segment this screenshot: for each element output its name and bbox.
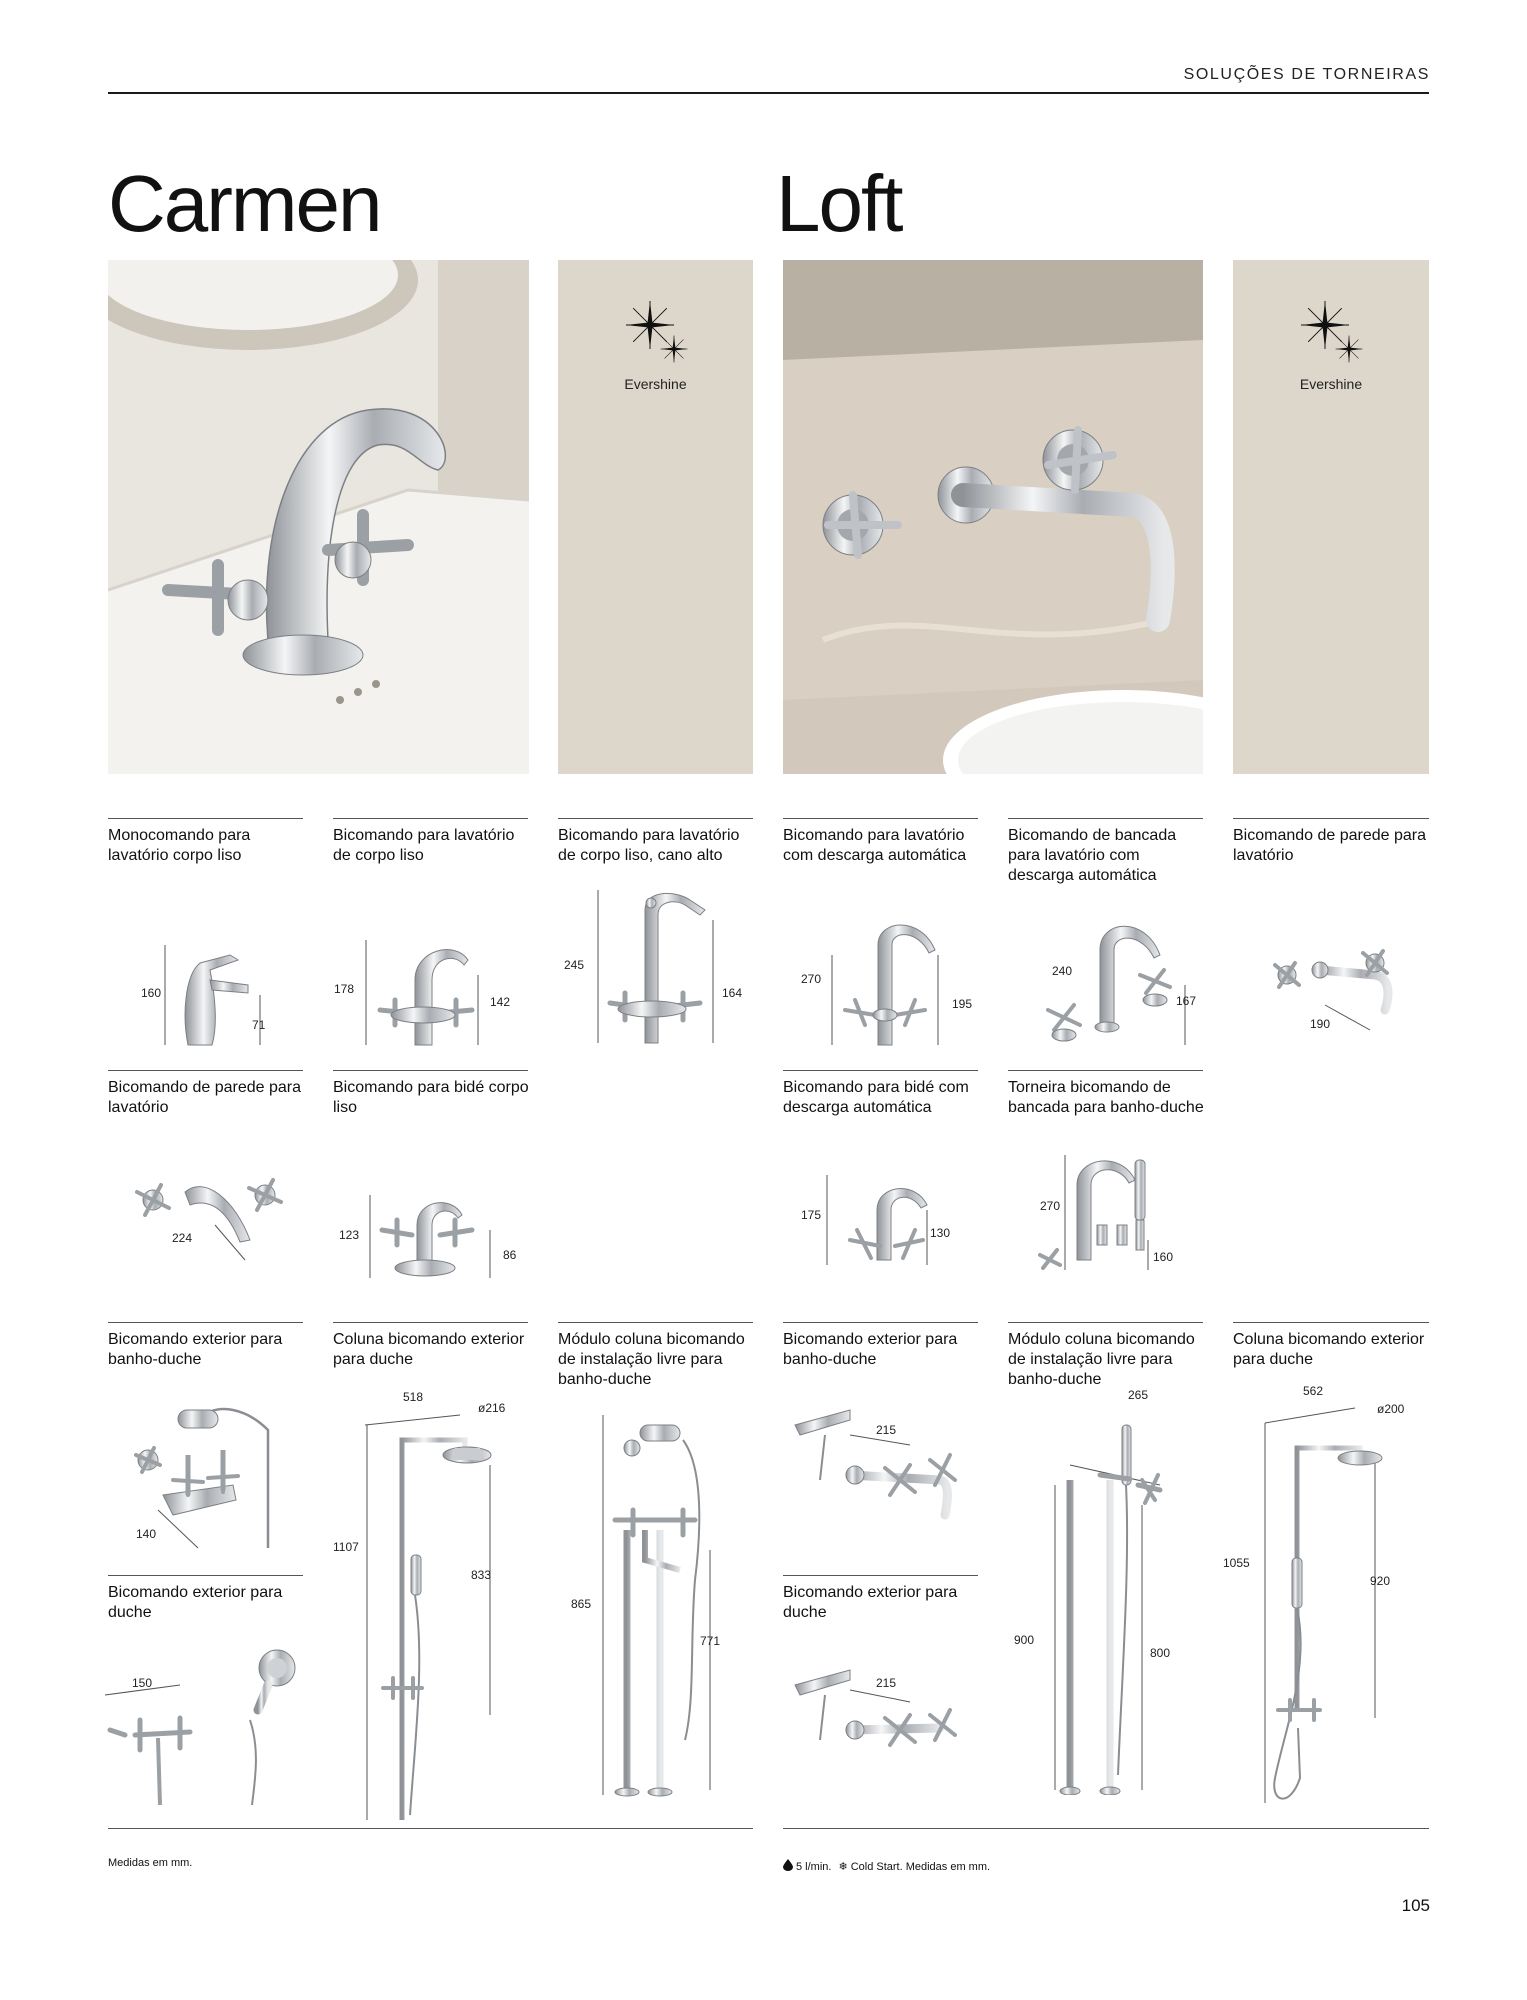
dimension-label: 1055 xyxy=(1223,1556,1250,1570)
item-divider xyxy=(1233,818,1429,819)
product-drawing-loft-duche xyxy=(790,1640,970,1775)
header-divider xyxy=(108,92,1429,94)
item-divider xyxy=(1008,818,1203,819)
dimension-label: 900 xyxy=(1014,1633,1035,1647)
item-divider xyxy=(108,1322,303,1323)
product-title: Bicomando para lavatório de corpo liso xyxy=(333,827,515,864)
dimension-label: 240 xyxy=(1052,964,1073,978)
evershine-label: Evershine xyxy=(1299,376,1363,392)
dimension-label: 142 xyxy=(490,995,511,1009)
product-drawing-loft-parede xyxy=(1265,945,1415,1040)
product-drawing-loft-modulo-coluna xyxy=(1030,1415,1180,1800)
loft-evershine-panel xyxy=(1233,260,1429,774)
product-title: Coluna bicomando exterior para duche xyxy=(333,1331,525,1368)
dimension-label: ø216 xyxy=(478,1401,506,1415)
item-divider xyxy=(783,1575,978,1576)
product-title: Bicomando de bancada para lavatório com descarga automática xyxy=(1008,827,1177,884)
item-divider xyxy=(783,1322,978,1323)
product-title: Bicomando para bidé com descarga automática xyxy=(783,1079,969,1116)
dimension-label: 195 xyxy=(952,997,973,1011)
product-drawing-loft-lavatorio xyxy=(820,915,973,1055)
dimension-label: ø200 xyxy=(1377,1402,1405,1416)
dimension-label: 920 xyxy=(1370,1574,1391,1588)
footer-note-loft xyxy=(783,1859,990,1874)
dimension-label: 265 xyxy=(1128,1388,1149,1402)
item-divider xyxy=(1233,1322,1429,1323)
item-divider xyxy=(783,818,978,819)
product-title: Bicomando de parede para lavatório xyxy=(108,1079,302,1116)
dimension-label: 123 xyxy=(339,1228,360,1242)
dimension-label: 167 xyxy=(1176,994,1197,1008)
dimension-label: 175 xyxy=(801,1208,822,1222)
product-title: Bicomando exterior para duche xyxy=(108,1584,283,1621)
evershine-label: Evershine xyxy=(624,376,687,392)
flow-rate-label: 5 l/min. xyxy=(796,1860,832,1873)
snowflake-icon: ❄ xyxy=(838,1861,848,1873)
collection-title-carmen: Carmen xyxy=(108,159,381,248)
product-title: Monocomando para lavatório corpo liso xyxy=(108,827,251,864)
product-drawing-bicomando-parede xyxy=(125,1170,295,1270)
dimension-label: 178 xyxy=(334,982,355,996)
dimension-label: 245 xyxy=(564,958,585,972)
item-divider xyxy=(1008,1322,1203,1323)
footer-divider xyxy=(783,1828,1429,1829)
dimension-label: 150 xyxy=(132,1676,153,1690)
dimension-label: 130 xyxy=(930,1226,951,1240)
dimension-label: 1107 xyxy=(333,1540,359,1554)
product-title: Bicomando exterior para banho-duche xyxy=(108,1331,283,1368)
dimension-label: 215 xyxy=(876,1423,897,1437)
water-drop-icon xyxy=(783,1859,793,1874)
product-drawing-modulo-coluna xyxy=(585,1410,735,1805)
product-title: Bicomando para bidé corpo liso xyxy=(333,1079,529,1116)
item-divider xyxy=(108,1070,303,1071)
dimension-label: 160 xyxy=(1153,1250,1174,1264)
section-label: SOLUÇÕES DE TORNEIRAS xyxy=(1183,66,1430,83)
item-divider xyxy=(333,1322,528,1323)
dimension-label: 86 xyxy=(503,1248,517,1262)
dimension-label: 865 xyxy=(571,1597,592,1611)
product-title: Torneira bicomando de bancada para banho-duche xyxy=(1008,1079,1204,1116)
item-divider xyxy=(108,1575,303,1576)
sparkle-icon xyxy=(1233,296,1429,371)
product-title: Módulo coluna bicomando de instalação livre para banho-duche xyxy=(1008,1331,1195,1388)
product-drawing-bicomando-duche xyxy=(100,1640,300,1815)
dimension-label: 71 xyxy=(252,1018,266,1032)
product-title: Coluna bicomando exterior para duche xyxy=(1233,1331,1425,1368)
product-drawing-bicomando-bide xyxy=(362,1190,512,1285)
dimension-label: 164 xyxy=(722,986,743,1000)
dimension-label: 800 xyxy=(1150,1646,1171,1660)
product-title: Bicomando para lavatório de corpo liso, cano alto xyxy=(558,827,740,864)
loft-product-photo xyxy=(783,260,1203,774)
product-drawing-loft-bancada-lavatorio xyxy=(1040,915,1190,1055)
footer-note-carmen: Medidas em mm. xyxy=(108,1857,193,1869)
dimension-label: 771 xyxy=(700,1634,721,1648)
product-drawing-loft-coluna-bicomando xyxy=(1250,1398,1430,1823)
cold-start-label: Cold Start. Medidas em mm. xyxy=(850,1860,991,1873)
item-divider xyxy=(333,1070,528,1071)
sparkle-icon xyxy=(558,296,753,371)
footer-divider xyxy=(108,1828,753,1829)
item-divider xyxy=(558,818,753,819)
item-divider xyxy=(783,1070,978,1071)
product-title: Módulo coluna bicomando de instalação livre para banho-duche xyxy=(558,1331,745,1388)
product-drawing-bicomando-cano-alto xyxy=(590,885,743,1050)
product-drawing-monocomando xyxy=(140,935,290,1055)
dimension-label: 160 xyxy=(141,986,162,1000)
item-divider xyxy=(333,818,528,819)
product-title: Bicomando exterior para duche xyxy=(783,1584,958,1621)
carmen-product-photo xyxy=(108,260,529,774)
dimension-label: 562 xyxy=(1303,1384,1324,1398)
product-title: Bicomando para lavatório com descarga automática xyxy=(783,827,967,864)
dimension-label: 270 xyxy=(801,972,822,986)
dimension-label: 224 xyxy=(172,1231,193,1245)
product-drawing-loft-bide xyxy=(815,1170,965,1275)
dimension-label: 140 xyxy=(136,1527,157,1541)
product-drawing-coluna-bicomando xyxy=(355,1400,515,1835)
item-divider xyxy=(1008,1070,1203,1071)
dimension-label: 518 xyxy=(403,1390,424,1404)
item-divider xyxy=(558,1322,753,1323)
dimension-label: 270 xyxy=(1040,1199,1061,1213)
item-divider xyxy=(108,818,303,819)
dimension-label: 190 xyxy=(1310,1017,1331,1031)
product-drawing-loft-banho-duche xyxy=(790,1390,970,1545)
dimension-label: 215 xyxy=(876,1676,897,1690)
product-drawing-bicomando-lavatorio xyxy=(360,935,510,1055)
product-title: Bicomando de parede para lavatório xyxy=(1233,827,1427,864)
carmen-evershine-panel xyxy=(558,260,753,774)
page-number: 105 xyxy=(1401,1896,1430,1915)
dimension-label: 833 xyxy=(471,1568,492,1582)
product-title: Bicomando exterior para banho-duche xyxy=(783,1331,958,1368)
collection-title-loft: Loft xyxy=(776,159,902,248)
